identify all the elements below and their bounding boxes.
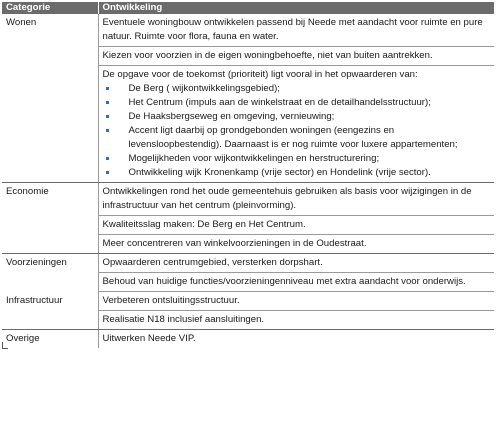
list-item [103, 152, 491, 166]
bullet-text: Het Centrum (impuls aan de winkelstraat en de detailhandelsstructuur); [128, 97, 431, 108]
economie-row-2: Kwaliteitsslag maken: De Berg en Het Centrum. [98, 216, 494, 235]
wonen-row-3-intro: De opgave voor de toekomst (prioriteit) ligt vooral in het opwaarderen van: [102, 69, 418, 80]
bullet-icon [106, 101, 109, 104]
infrastructuur-row-1: Verbeteren ontsluitingsstructuur. [98, 292, 494, 311]
table-row [2, 292, 494, 311]
bullet-icon [106, 157, 109, 160]
category-economie: Economie [2, 183, 98, 254]
category-overige: Overige [2, 330, 98, 349]
bullet-icon [106, 115, 109, 118]
overige-row-1: Uitwerken Neede VIP. [102, 333, 196, 344]
bullet-text: De Berg ( wijkontwikkelingsgebied); [128, 83, 280, 94]
list-item [103, 166, 491, 180]
corner-mark-icon [2, 342, 8, 349]
table-row [2, 273, 494, 292]
bullet-text: Mogelijkheden voor wijkontwikkelingen en herstructurering; [128, 153, 380, 164]
bullet-icon [106, 129, 109, 132]
list-item [103, 124, 491, 152]
category-empty [2, 273, 98, 292]
category-empty [2, 311, 98, 330]
category-wonen: Wonen [2, 14, 98, 183]
infrastructuur-row-2: Realisatie N18 inclusief aansluitingen. [98, 311, 494, 330]
document-page [2, 2, 494, 348]
bullet-text: Ontwikkeling wijk Kronenkamp (vrije sector) en Hondelink (vrije sector). [128, 167, 431, 178]
bullet-icon [106, 87, 109, 90]
development-table [2, 2, 494, 348]
category-infrastructuur: Infrastructuur [2, 292, 98, 311]
wonen-row-1: Eventuele woningbouw ontwikkelen passend bij Neede met aandacht voor ruimte en pure natuur. Ruimte voor flora, fauna en water. [98, 14, 494, 47]
table-row [2, 254, 494, 273]
table-row [2, 330, 494, 349]
list-item [103, 82, 491, 96]
list-item [103, 110, 491, 124]
category-voorzieningen: Voorzieningen [2, 254, 98, 273]
wonen-row-3 [98, 66, 494, 183]
table-row [2, 311, 494, 330]
bullet-text: Accent ligt daarbij op grondgebonden woningen (eengezins en levensloopbestendig). Daarnaast is er nog ruimte voor luxere appartementen; [128, 125, 458, 150]
economie-row-1: Ontwikkelingen rond het oude gemeentehuis gebruiken als basis voor wijzigingen in de infrastructuur van het centrum (pleinvorming). [98, 183, 494, 216]
header-ontwikkeling: Ontwikkeling [98, 2, 494, 14]
table-row [2, 183, 494, 216]
header-categorie: Categorie [2, 2, 98, 14]
list-item [103, 96, 491, 110]
economie-row-3: Meer concentreren van winkelvoorzieningen in de Oudestraat. [98, 235, 494, 254]
table-row [2, 14, 494, 47]
voorzieningen-row-1: Opwaarderen centrumgebied, versterken dorpshart. [98, 254, 494, 273]
wonen-row-2: Kiezen voor voorzien in de eigen woningbehoefte, niet van buiten aantrekken. [98, 47, 494, 66]
voorzieningen-row-2: Behoud van huidige functies/voorzieningenniveau met extra aandacht voor onderwijs. [98, 273, 494, 292]
bullet-icon [106, 171, 109, 174]
bullet-text: De Haaksbergseweg en omgeving, vernieuwing; [128, 111, 335, 122]
wonen-bullet-list [103, 82, 491, 180]
table-header-row [2, 2, 494, 14]
